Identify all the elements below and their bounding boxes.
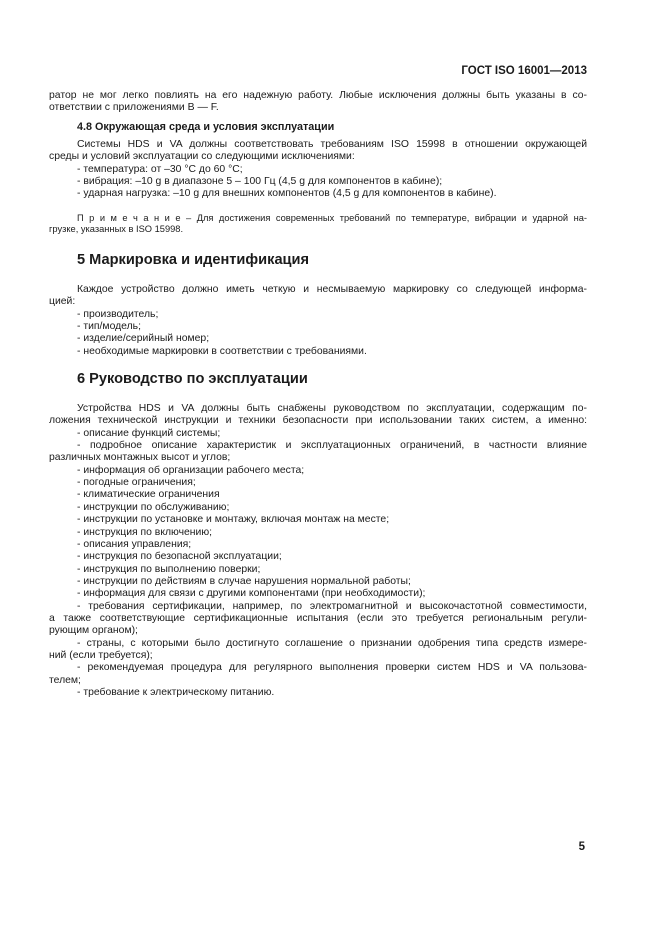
manual-item-line: а также соответствующие сертификационные испытания (если это требуется региональным регули- <box>49 612 587 624</box>
manual-item-line: рующим органом); <box>49 625 138 637</box>
manual-item-line: - подробное описание характеристик и эксплуатационных ограничений, в частности влияние <box>77 440 587 452</box>
manual-item-line: - информация об организации рабочего места; <box>77 464 305 476</box>
manual-item-line: - инструкции по действиям в случае нарушения нормальной работы; <box>77 575 411 587</box>
manual-item-line: - погодные ограничения; <box>77 477 196 489</box>
running-header: ГОСТ ISO 16001—2013 <box>461 65 587 77</box>
marking-item: - тип/модель; <box>77 321 141 333</box>
manual-item-line: телем; <box>49 674 81 686</box>
intro-continuation-line: ратор не мог легко повлиять на его надежную работу. Любые исключения должны быть указаны в со- <box>49 90 587 101</box>
env-paragraph-line: Системы HDS и VA должны соответствовать требованиям ISO 15998 в отношении окружающей <box>77 139 587 151</box>
marking-item: - изделие/серийный номер; <box>77 333 210 345</box>
marking-item: - необходимые маркировки в соответствии с требованиями. <box>77 345 367 357</box>
intro-continuation-line: ответствии с приложениями B — F. <box>49 102 219 114</box>
manual-item-line: - информация для связи с другими компонентами (при необходимости); <box>77 588 426 600</box>
section-5-heading: 5 Маркировка и идентификация <box>77 252 310 268</box>
manual-item-line: - инструкции по установке и монтажу, включая монтаж на месте; <box>77 514 390 526</box>
manual-item-line: различных монтажных высот и углов; <box>49 452 231 464</box>
marking-paragraph-line: Каждое устройство должно иметь четкую и несмываемую маркировку со следующей информа- <box>77 284 587 295</box>
manual-item-line: - описания управления; <box>77 538 192 550</box>
manual-item-line: - инструкция по безопасной эксплуатации; <box>77 551 282 563</box>
page-number: 5 <box>578 841 585 853</box>
temperature-item: - температура: от –30 °C до 60 °C; <box>77 163 243 175</box>
vibration-item: - вибрация: –10 g в диапазоне 5 – 100 Гц (4,5 g для компонентов в кабине); <box>77 176 443 188</box>
section-6-heading: 6 Руководство по эксплуатации <box>77 371 308 388</box>
manual-paragraph-line: Устройства HDS и VA должны быть снабжены руководством по эксплуатации, содержащим по- <box>77 403 587 415</box>
manual-item-line: - инструкция по выполнению поверки; <box>77 563 261 575</box>
manual-item-line: - требования сертификации, например, по электромагнитной и высокочастотной совместимости, <box>77 600 587 612</box>
manual-item-line: - описание функций системы; <box>77 427 221 439</box>
manual-paragraph-line: ложения технической инструкции и техники безопасности при использовании таких систем, а именно: <box>49 415 587 427</box>
manual-item-line: ний (если требуется); <box>49 649 153 661</box>
marking-paragraph-line: цией: <box>49 296 76 308</box>
shock-load-item: - ударная нагрузка: –10 g для внешних компонентов (4,5 g для компонентов в кабине). <box>77 188 497 200</box>
note-block <box>49 213 587 236</box>
env-paragraph-line: среды и условий эксплуатации со следующими исключениями: <box>49 151 355 163</box>
manual-item-line: - страны, с которыми было достигнуто соглашение о признании одобрения типа средств измере- <box>77 637 587 649</box>
manual-item-line: - инструкция по включению; <box>77 526 213 538</box>
marking-item: - производитель; <box>77 308 159 320</box>
manual-item-line: - рекомендуемая процедура для регулярного выполнения проверки систем HDS и VA пользова- <box>77 662 587 674</box>
manual-item-line: - требование к электрическому питанию. <box>77 686 275 698</box>
manual-item-line: - климатические ограничения <box>77 489 220 501</box>
note-line: П р и м е ч а н и е – Для достижения современных требований по температуре, вибрации и ударной на- <box>77 212 587 223</box>
manual-item-line: - инструкции по обслуживанию; <box>77 501 230 513</box>
section-4-8-heading: 4.8 Окружающая среда и условия эксплуатации <box>77 120 335 133</box>
note-line: грузке, указанных в ISO 15998. <box>49 224 184 235</box>
